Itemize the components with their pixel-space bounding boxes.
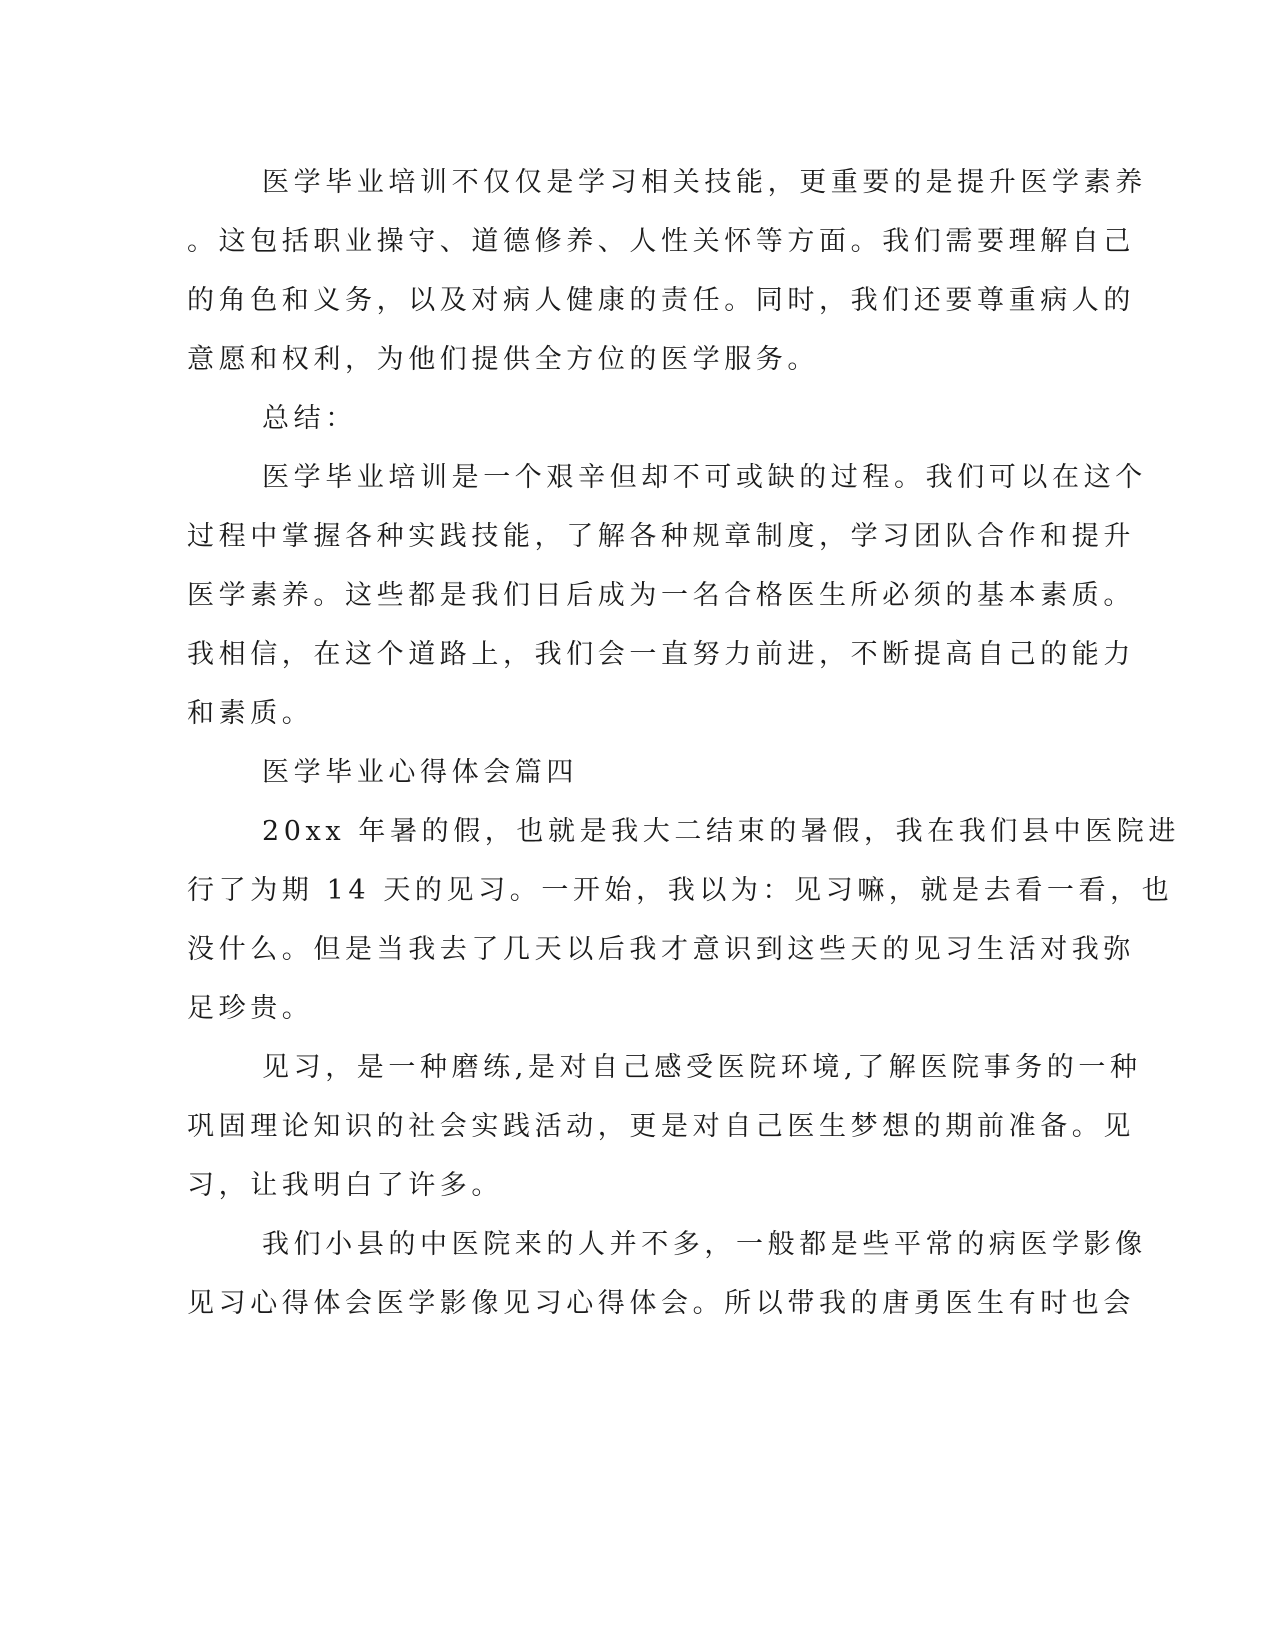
text-line: 的角色和义务，以及对病人健康的责任。同时，我们还要尊重病人的 <box>187 285 1135 316</box>
section-heading: 总结： <box>262 403 357 434</box>
text-line: 我们小县的中医院来的人并不多，一般都是些平常的病医学影像 <box>262 1229 1147 1260</box>
text-line: 没什么。但是当我去了几天以后我才意识到这些天的见习生活对我弥 <box>187 934 1135 965</box>
text-line: 习，让我明白了许多。 <box>187 1170 503 1201</box>
text-line: 医学素养。这些都是我们日后成为一名合格医生所必须的基本素质。 <box>187 580 1135 611</box>
text-line: 我相信，在这个道路上，我们会一直努力前进，不断提高自己的能力 <box>187 639 1135 670</box>
text-line: 见习心得体会医学影像见习心得体会。所以带我的唐勇医生有时也会 <box>187 1288 1135 1319</box>
text-line: 20xx 年暑的假，也就是我大二结束的暑假，我在我们县中医院进 <box>262 816 1180 847</box>
text-line: 意愿和权利，为他们提供全方位的医学服务。 <box>187 344 819 375</box>
text-line: 足珍贵。 <box>187 993 314 1024</box>
text-line: 医学毕业培训不仅仅是学习相关技能，更重要的是提升医学素养 <box>262 167 1147 198</box>
text-line: 见习，是一种磨练,是对自己感受医院环境,了解医院事务的一种 <box>262 1052 1142 1083</box>
text-line: 医学毕业培训是一个艰辛但却不可或缺的过程。我们可以在这个 <box>262 462 1147 493</box>
text-line: 和素质。 <box>187 698 314 729</box>
text-line: 。这包括职业操守、道德修养、人性关怀等方面。我们需要理解自己 <box>187 226 1135 257</box>
text-line: 过程中掌握各种实践技能，了解各种规章制度，学习团队合作和提升 <box>187 521 1135 552</box>
section-heading: 医学毕业心得体会篇四 <box>262 757 578 788</box>
text-line: 巩固理论知识的社会实践活动，更是对自己医生梦想的期前准备。见 <box>187 1111 1135 1142</box>
text-line: 行了为期 14 天的见习。一开始，我以为：见习嘛，就是去看一看，也 <box>187 875 1174 906</box>
